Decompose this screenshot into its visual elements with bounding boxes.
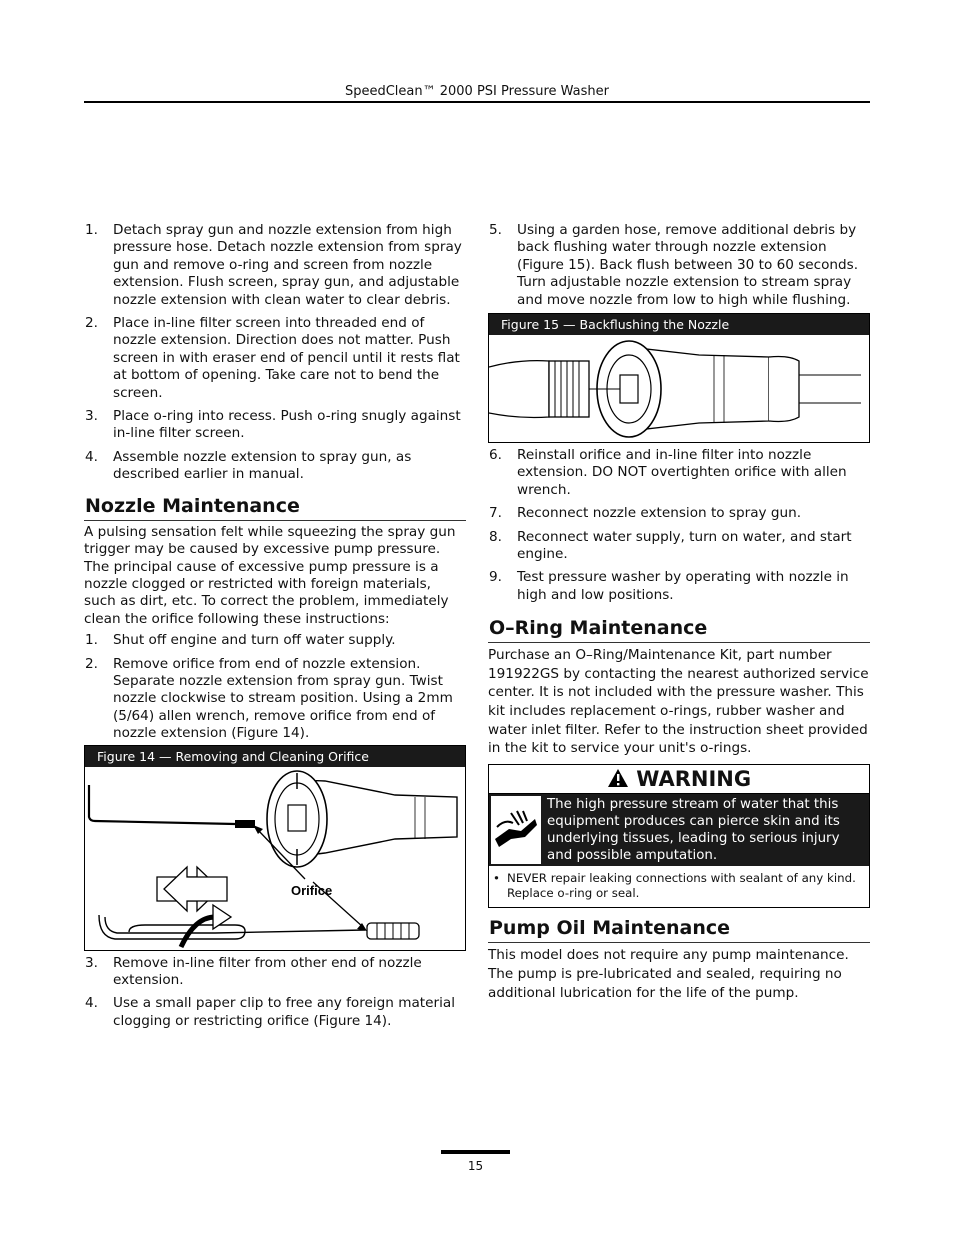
orifice-label: Orifice — [291, 882, 333, 898]
step-number: 1. — [85, 222, 98, 238]
list-item — [488, 569, 870, 604]
list-item — [84, 955, 466, 990]
step-text: Using a garden hose, remove additional debris by back flushing water through nozzle extension (Figure 15). Back flush between 30 to 60 seconds. Turn adjustable nozzle extension to stream spray and move nozzle from low to high while flushing. — [517, 222, 859, 308]
figure-15 — [488, 313, 870, 443]
step-number: 4. — [85, 448, 98, 465]
warning-header — [489, 765, 869, 794]
step-text: Reconnect nozzle extension to spray gun. — [517, 505, 802, 522]
step-number: 7. — [489, 505, 502, 522]
step-number: 8. — [489, 528, 502, 545]
section-heading-oring: O–Ring Maintenance — [488, 616, 870, 643]
warning-bullet-text: NEVER repair leaking connections with sealant of any kind. Replace o-ring or seal. — [507, 870, 856, 901]
page-number-bar — [441, 1150, 510, 1154]
list-item — [84, 449, 466, 484]
figure-14 — [84, 745, 466, 951]
list-item — [84, 408, 466, 443]
step-number: 6. — [489, 447, 502, 464]
header-rule — [84, 101, 870, 103]
list-item — [84, 632, 466, 649]
step-number: 2. — [85, 315, 98, 332]
reinstall-steps — [488, 447, 870, 604]
nozzle-steps — [84, 632, 466, 742]
list-item — [488, 447, 870, 499]
step-number: 1. — [85, 632, 98, 649]
list-item — [84, 995, 466, 1030]
list-item — [488, 529, 870, 564]
backflush-steps — [488, 222, 870, 309]
step-number: 4. — [85, 995, 98, 1012]
warning-box — [488, 764, 870, 908]
step-text: Test pressure washer by operating with nozzle in high and low positions. — [517, 569, 849, 603]
step-text: Assemble nozzle extension to spray gun, as described earlier in manual. — [113, 448, 412, 483]
injection-hazard-icon — [491, 796, 541, 864]
figure-caption: Figure 15 — Backflushing the Nozzle — [489, 314, 869, 335]
step-number: 5. — [489, 222, 502, 238]
step-text: Shut off engine and turn off water supply. — [113, 632, 396, 649]
list-item — [488, 222, 870, 309]
step-text: Reconnect water supply, turn on water, and start engine. — [517, 528, 852, 563]
step-text: Remove orifice from end of nozzle extension. Separate nozzle extension from spray gun. Twist nozzle clockwise to stream position. Using a 2mm (5/64) allen wrench, remove orifice from end of nozzle extension (Figure 14). — [113, 655, 453, 742]
step-text: Place in-line filter screen into threaded end of nozzle extension. Direction does not matter. Push screen in with eraser end of pencil until it rests flat at bottom of opening. Take care not to bend the screen. — [113, 315, 460, 401]
nozzle-steps-continued — [84, 955, 466, 1031]
warning-body — [489, 794, 869, 866]
warning-text: The high pressure stream of water that this equipment produces can pierce skin and its underlying tissues, leading to serious injury and possible amputation. — [547, 796, 840, 863]
left-column — [84, 222, 466, 1036]
step-text: Reinstall orifice and in-line filter into nozzle extension. DO NOT overtighten orifice with allen wrench. — [517, 447, 847, 498]
backflush-illustration — [489, 335, 869, 442]
list-item — [488, 505, 870, 522]
list-item — [84, 222, 466, 309]
nozzle-intro-paragraph: A pulsing sensation felt while squeezing the spray gun trigger may be caused by excessive pump pressure. The principal cause of excessive pump pressure is a nozzle clogged or restricted with foreign materials, such as dirt, etc. To correct the problem, immediately clean the orifice following these instructions: — [84, 523, 456, 627]
orifice-cleaning-illustration — [85, 767, 465, 950]
figure-caption: Figure 14 — Removing and Cleaning Orifice — [85, 746, 465, 767]
section-heading-pump-oil: Pump Oil Maintenance — [488, 916, 870, 943]
section-heading-nozzle: Nozzle Maintenance — [84, 494, 466, 521]
step-text: Detach spray gun and nozzle extension from high pressure hose. Detach nozzle extension from spray gun and remove o-ring and screen from nozzle extension. Flush screen, spray gun, and adjustable nozzle extension with clean water to clear debris. — [113, 222, 462, 308]
step-number: 2. — [85, 655, 98, 672]
step-text: Use a small paper clip to free any foreign material clogging or restricting orifice (Figure 14). — [113, 995, 455, 1029]
step-number: 9. — [489, 569, 502, 586]
oring-paragraph: Purchase an O–Ring/Maintenance Kit, part number 191922GS by contacting the nearest authorized service center. It is not included with the pressure washer. This kit includes replacement o-rings, rubber washer and water inlet filter. Refer to the instruction sheet provided in the kit to service your unit's o-rings. — [488, 647, 869, 757]
list-item — [84, 315, 466, 402]
step-text: Place o-ring into recess. Push o-ring snugly against in-line filter screen. — [113, 408, 461, 442]
page-number: 15 — [467, 1159, 484, 1173]
warning-title: WARNING — [636, 766, 752, 791]
step-number: 3. — [85, 954, 98, 971]
bullet-icon: • — [493, 870, 500, 885]
step-text: Remove in-line filter from other end of nozzle extension. — [113, 954, 422, 988]
pump-oil-paragraph: This model does not require any pump maintenance. The pump is pre-lubricated and sealed, requiring no additional lubrication for the life of the pump. — [488, 946, 849, 1001]
right-column — [488, 222, 870, 1007]
step-number: 3. — [85, 408, 98, 425]
document-header: SpeedClean™ 2000 PSI Pressure Washer — [344, 84, 610, 99]
assembly-steps — [84, 222, 466, 484]
list-item — [84, 656, 466, 743]
warning-triangle-icon — [607, 768, 629, 788]
warning-bullet — [489, 866, 869, 907]
